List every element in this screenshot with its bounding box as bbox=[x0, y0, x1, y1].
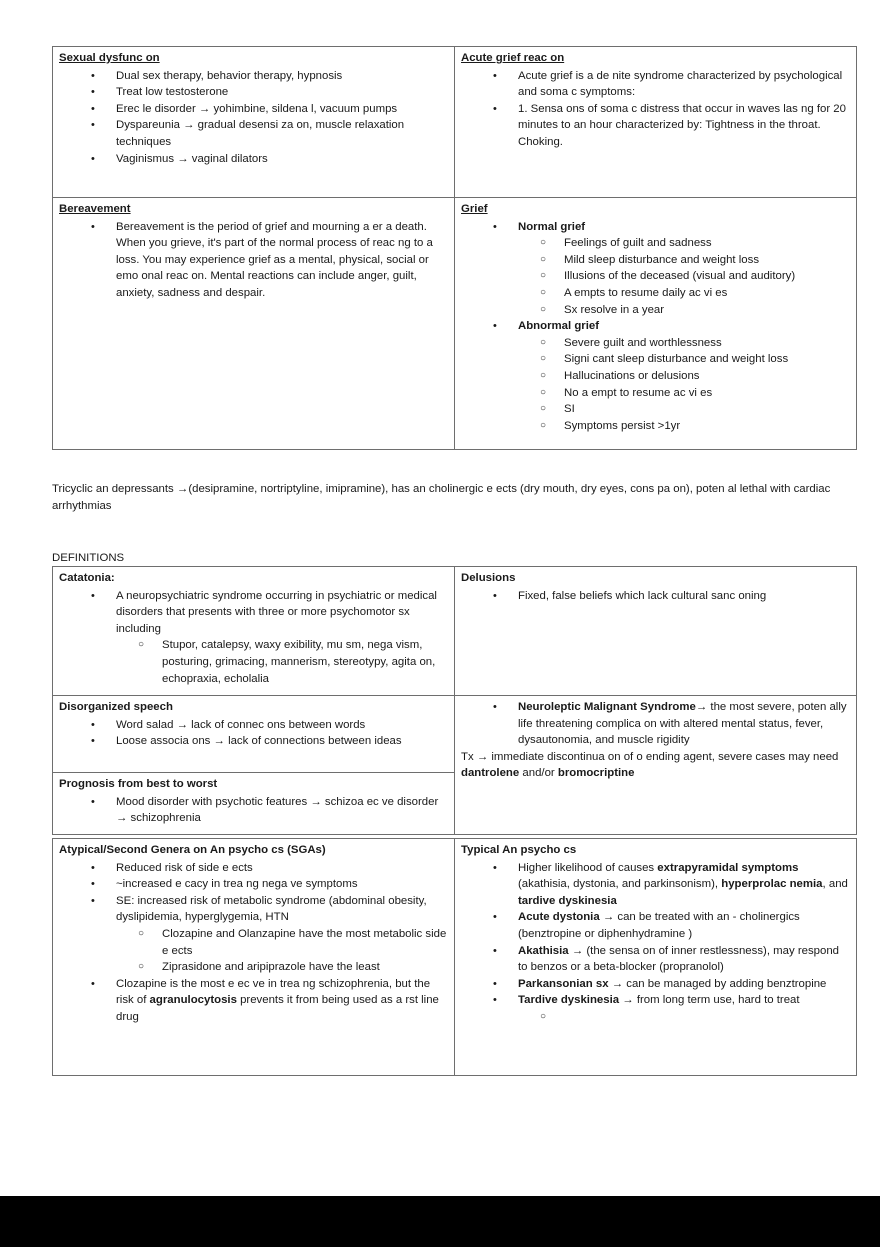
cell-sexual-dysfunction bbox=[53, 47, 455, 198]
sub-bullet-list bbox=[108, 926, 448, 976]
bullet-marker: • bbox=[493, 977, 497, 990]
bullet-marker: • bbox=[91, 119, 95, 132]
list-item bbox=[510, 302, 850, 319]
list-item-text-b: prevents it from being used as a rst line drug bbox=[116, 994, 439, 1023]
list-item-text: A neuropsychiatric syndrome occurring in psychiatric or medical disorders that presents with three or more psychomotor sx including bbox=[116, 589, 437, 635]
bullet-marker: • bbox=[91, 894, 95, 907]
list-item-text: Mild sleep disturbance and weight loss bbox=[564, 253, 760, 266]
list-item-text: A empts to resume daily ac vi es bbox=[564, 286, 728, 299]
arrow-glyph: → bbox=[695, 701, 708, 713]
list-item-text: Ziprasidone and aripiprazole have the least bbox=[162, 961, 380, 974]
circle-marker: ○ bbox=[540, 386, 547, 398]
list-item-text: can be managed by adding benztropine bbox=[623, 977, 827, 990]
bullet-list bbox=[461, 588, 850, 605]
table-definitions bbox=[52, 566, 857, 835]
bullet-list bbox=[461, 219, 850, 435]
bullet-marker: • bbox=[91, 718, 95, 731]
cell-heading: Catatonia: bbox=[59, 572, 115, 584]
list-item bbox=[461, 909, 850, 942]
list-item-text: Clozapine and Olanzapine have the most metabolic side e ects bbox=[162, 927, 447, 957]
bullet-list bbox=[461, 699, 850, 749]
bullet-marker: • bbox=[493, 102, 497, 115]
cell-acute-grief-reaction bbox=[455, 47, 857, 198]
list-item-text: ~increased e cacy in trea ng nega ve symptoms bbox=[116, 878, 358, 891]
bullet-marker: • bbox=[493, 911, 497, 924]
list-item bbox=[59, 117, 448, 150]
cell-grief bbox=[455, 198, 857, 450]
bullet-marker: • bbox=[91, 977, 95, 990]
paragraph-tricyclic-antidepressants bbox=[52, 481, 832, 515]
list-item-text: Mood disorder with psychotic features → schizoa ec ve disorder → schizophrenia bbox=[116, 795, 439, 825]
bullet-marker: • bbox=[91, 69, 95, 82]
arrow-glyph: → bbox=[176, 483, 189, 495]
cell-heading: Acute grief reac on bbox=[461, 52, 565, 64]
list-item bbox=[510, 235, 850, 252]
list-item bbox=[59, 84, 448, 101]
list-item-text: Hallucinations or delusions bbox=[564, 369, 700, 382]
tx-label: Tx bbox=[461, 750, 477, 763]
group-label: Abnormal grief bbox=[518, 320, 600, 333]
bullet-marker: • bbox=[91, 102, 95, 115]
list-item bbox=[108, 959, 448, 976]
cell-heading: Typical An psycho cs bbox=[461, 844, 577, 856]
cell-heading: Atypical/Second Genera on An psycho cs (SGAs) bbox=[59, 844, 326, 856]
term-tardive-dyskinesia-2: Tardive dyskinesia bbox=[518, 994, 620, 1007]
list-item-text: SI bbox=[564, 403, 575, 416]
bullet-marker: • bbox=[91, 735, 95, 748]
circle-marker: ○ bbox=[540, 403, 547, 415]
list-item-text: 1. Sensa ons of soma c distress that occur in waves las ng for 20 minutes to an hour characterized by: Tightness in the throat. Choking. bbox=[518, 102, 846, 148]
bullet-list bbox=[461, 68, 850, 151]
list-item bbox=[461, 219, 850, 319]
list-item-text: Acute grief is a de nite syndrome characterized by psychological and soma c symptoms: bbox=[518, 69, 843, 99]
circle-marker: ○ bbox=[540, 253, 547, 265]
list-item bbox=[59, 588, 448, 688]
cell-catatonia bbox=[53, 567, 455, 696]
list-item-text: Severe guilt and worthlessness bbox=[564, 336, 722, 349]
circle-marker: ○ bbox=[540, 237, 547, 249]
definitions-label: DEFINITIONS bbox=[52, 552, 125, 564]
bullet-marker: • bbox=[493, 861, 497, 874]
treatment-line bbox=[461, 749, 850, 782]
cell-typical-antipsychotics bbox=[455, 839, 857, 1076]
circle-marker: ○ bbox=[540, 1010, 547, 1022]
term-tardive-dyskinesia: tardive dyskinesia bbox=[518, 894, 617, 907]
bullet-list bbox=[59, 860, 448, 1026]
bullet-marker: • bbox=[91, 220, 95, 233]
bullet-marker: • bbox=[91, 861, 95, 874]
list-item bbox=[461, 943, 850, 976]
term-hyperprolactinemia: hyperprolac nemia bbox=[721, 878, 823, 891]
tx-conjunction: and/or bbox=[519, 767, 558, 780]
table-row bbox=[53, 567, 857, 696]
sub-bullet-list bbox=[108, 637, 448, 687]
group-label: Normal grief bbox=[518, 220, 586, 233]
list-item-text-b: (akathisia, dystonia, and parkinsonism), bbox=[518, 878, 722, 891]
list-item-text: Stupor, catalepsy, waxy exibility, mu sm, nega vism, posturing, grimacing, mannerism, stereotypy, agita on, echopraxia, echolalia bbox=[162, 639, 436, 685]
list-item-text-a: Higher likelihood of causes bbox=[518, 861, 658, 874]
term-agranulocytosis: agranulocytosis bbox=[149, 994, 237, 1007]
list-item bbox=[59, 717, 448, 734]
list-item bbox=[59, 151, 448, 168]
list-item-text: No a empt to resume ac vi es bbox=[564, 386, 713, 399]
list-item-text: (the sensa on of inner restlessness), may respond to benzos or a beta-blocker (propranolol) bbox=[518, 944, 840, 974]
cell-heading: Bereavement bbox=[59, 203, 131, 215]
arrow-glyph: → bbox=[602, 911, 615, 924]
bullet-marker: • bbox=[493, 320, 497, 333]
cell-heading: Disorganized speech bbox=[59, 701, 173, 713]
bullet-marker: • bbox=[91, 589, 95, 602]
bullet-list bbox=[59, 588, 448, 688]
list-item-text: Signi cant sleep disturbance and weight loss bbox=[564, 353, 789, 366]
list-item-text: Fixed, false beliefs which lack cultural sanc oning bbox=[518, 589, 767, 602]
circle-marker: ○ bbox=[540, 303, 547, 315]
list-item bbox=[510, 385, 850, 402]
list-item bbox=[461, 699, 850, 749]
list-item bbox=[59, 860, 448, 877]
cell-prognosis bbox=[53, 773, 455, 835]
term-akathisia: Akathisia bbox=[518, 944, 569, 957]
bullet-list bbox=[461, 860, 850, 1022]
tx-text: immediate discontinua on of o ending agent, severe cases may need bbox=[488, 750, 839, 763]
list-item bbox=[59, 876, 448, 893]
list-item-text: Loose associa ons → lack of connections between ideas bbox=[116, 735, 402, 748]
list-item bbox=[510, 418, 850, 435]
list-item-text: Reduced risk of side e ects bbox=[116, 861, 253, 874]
arrow-glyph: → bbox=[476, 750, 489, 763]
term-acute-dystonia: Acute dystonia bbox=[518, 911, 600, 924]
paragraph-text-b: (desipramine, nortriptyline, imipramine), has an cholinergic e ects (dry mouth, dry eyes, cons pa on), poten al lethal with cardiac arrhythmias bbox=[52, 483, 831, 512]
cell-atypical-antipsychotics bbox=[53, 839, 455, 1076]
list-item-text: Dual sex therapy, behavior therapy, hypnosis bbox=[116, 69, 343, 82]
circle-marker: ○ bbox=[138, 961, 145, 973]
list-item-text: can be treated with an - cholinergics (benztropine or diphenhydramine ) bbox=[518, 911, 800, 940]
list-item bbox=[59, 68, 448, 85]
drug-bromocriptine: bromocriptine bbox=[557, 767, 635, 780]
list-item-text: Treat low testosterone bbox=[116, 86, 229, 99]
bullet-marker: • bbox=[493, 589, 497, 602]
list-item-text: SE: increased risk of metabolic syndrome (abdominal obesity, dyslipidemia, hyperglygemia, HTN bbox=[116, 894, 427, 924]
term-nms: Neuroleptic Malignant Syndrome bbox=[518, 701, 696, 713]
bullet-marker: • bbox=[91, 86, 95, 99]
list-item-text: Vaginismus → vaginal dilators bbox=[116, 152, 268, 165]
list-item bbox=[108, 637, 448, 687]
circle-marker: ○ bbox=[540, 353, 547, 365]
list-item bbox=[59, 976, 448, 1026]
circle-marker: ○ bbox=[540, 270, 547, 282]
circle-marker: ○ bbox=[540, 336, 547, 348]
circle-marker: ○ bbox=[540, 419, 547, 431]
list-item bbox=[461, 860, 850, 910]
list-item bbox=[59, 893, 448, 976]
cell-neuroleptic-malignant-syndrome bbox=[455, 696, 857, 835]
cell-heading: Prognosis from best to worst bbox=[59, 778, 218, 790]
bullet-marker: • bbox=[493, 220, 497, 233]
list-item-text: Symptoms persist >1yr bbox=[564, 419, 681, 432]
cell-disorganized-speech bbox=[53, 696, 455, 773]
list-item-text: from long term use, hard to treat bbox=[633, 994, 800, 1007]
list-item bbox=[59, 219, 448, 302]
table-antipsychotics bbox=[52, 838, 857, 1076]
table-row bbox=[53, 696, 857, 773]
sub-bullet-list bbox=[510, 235, 850, 318]
bullet-marker: • bbox=[493, 994, 497, 1007]
cell-delusions bbox=[455, 567, 857, 696]
term-eps: extrapyramidal symptoms bbox=[657, 861, 799, 874]
cell-heading: Grief bbox=[461, 203, 488, 215]
list-item-text: the most severe, poten ally life threatening complica on with altered mental status, fever, dysautonomia, and muscle rigidity bbox=[518, 701, 847, 747]
list-item-text-c: , and bbox=[822, 878, 848, 891]
sub-bullet-list bbox=[510, 335, 850, 435]
circle-marker: ○ bbox=[138, 639, 145, 651]
list-item-text: Dyspareunia → gradual desensi za on, muscle relaxation techniques bbox=[116, 119, 405, 148]
list-item bbox=[461, 976, 850, 993]
list-item bbox=[510, 268, 850, 285]
list-item bbox=[108, 926, 448, 959]
footer-black-band bbox=[0, 1196, 880, 1247]
table-row bbox=[53, 839, 857, 1076]
table-grief-bereavement bbox=[52, 46, 857, 450]
bullet-marker: • bbox=[91, 795, 95, 808]
drug-dantrolene: dantrolene bbox=[461, 767, 520, 780]
list-item bbox=[59, 794, 448, 827]
list-item bbox=[510, 285, 850, 302]
list-item-text-a: Clozapine is the most e ec ve in trea ng schizophrenia, but the risk of bbox=[116, 977, 431, 1007]
circle-marker: ○ bbox=[138, 927, 145, 939]
list-item bbox=[510, 252, 850, 269]
list-item bbox=[461, 101, 850, 151]
table-row bbox=[53, 47, 857, 198]
circle-marker: ○ bbox=[540, 286, 547, 298]
bullet-marker: • bbox=[91, 878, 95, 891]
bullet-list bbox=[59, 717, 448, 750]
cell-bereavement bbox=[53, 198, 455, 450]
circle-marker: ○ bbox=[540, 369, 547, 381]
bullet-list bbox=[59, 68, 448, 168]
bullet-marker: • bbox=[493, 69, 497, 82]
list-item bbox=[461, 992, 850, 1022]
list-item bbox=[461, 588, 850, 605]
list-item bbox=[461, 68, 850, 101]
list-item-text: Illusions of the deceased (visual and auditory) bbox=[564, 270, 796, 283]
arrow-glyph: → bbox=[622, 994, 634, 1007]
list-item-text: Sx resolve in a year bbox=[564, 303, 665, 316]
cell-heading: Sexual dysfunc on bbox=[59, 52, 160, 64]
arrow-glyph: → bbox=[611, 977, 624, 990]
paragraph-text-a: Tricyclic an depressants bbox=[52, 483, 177, 495]
list-item bbox=[510, 351, 850, 368]
list-item-text: Erec le disorder → yohimbine, sildena l, vacuum pumps bbox=[116, 102, 398, 115]
cell-heading: Delusions bbox=[461, 572, 516, 584]
list-item bbox=[59, 101, 448, 118]
arrow-glyph: → bbox=[571, 944, 584, 957]
term-parkinsonian-sx: Parkansonian sx bbox=[518, 977, 609, 990]
list-item-text: Word salad → lack of connec ons between words bbox=[116, 718, 366, 731]
list-item bbox=[510, 401, 850, 418]
bullet-list bbox=[59, 219, 448, 302]
list-item bbox=[510, 335, 850, 352]
bullet-marker: • bbox=[91, 152, 95, 165]
list-item-text: Bereavement is the period of grief and mourning a er a death. When you grieve, it's part of the normal process of reac ng to a loss. You may experience grief as a mental, physical, social or emo onal reac on. Mental reactions can include anger, guilt, anxiety, sadness and despair. bbox=[116, 220, 433, 299]
list-item-text: Feelings of guilt and sadness bbox=[564, 237, 712, 250]
list-item bbox=[461, 318, 850, 434]
list-item bbox=[59, 733, 448, 750]
bullet-list bbox=[59, 794, 448, 827]
table-row bbox=[53, 198, 857, 450]
list-item bbox=[510, 368, 850, 385]
bullet-marker: • bbox=[493, 944, 497, 957]
bullet-marker: • bbox=[493, 701, 497, 713]
